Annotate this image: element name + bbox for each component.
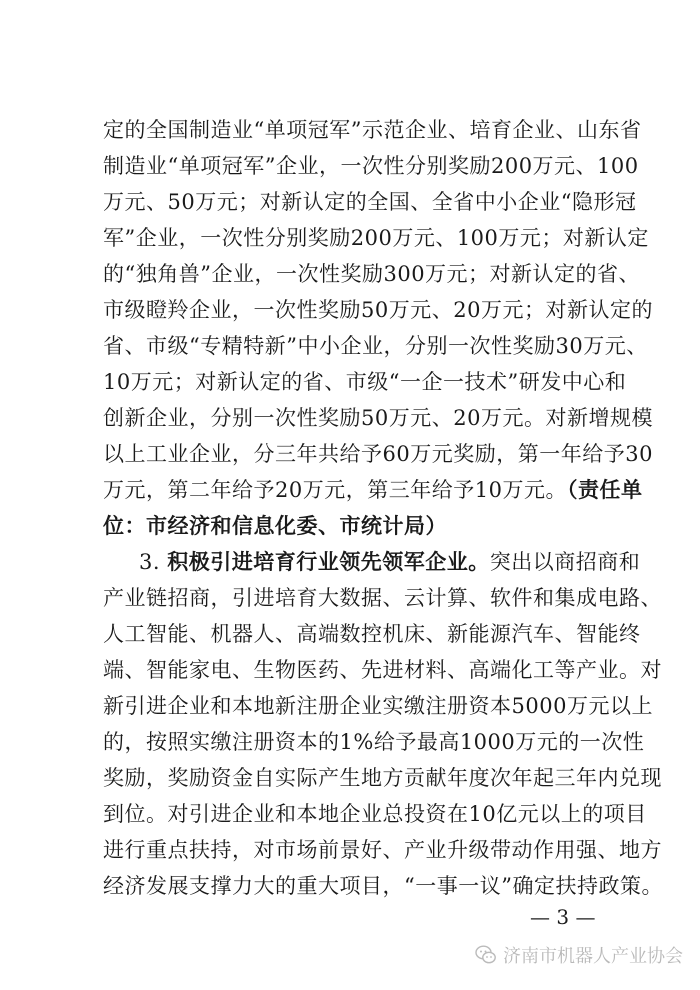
section-number: 3. (139, 550, 161, 574)
text-line: 省、市级“专精特新”中小企业，分别一次性奖励30万元、 (103, 334, 648, 358)
text-line: 定的全国制造业“单项冠军”示范企业、培育企业、山东省 (103, 118, 642, 142)
watermark-text: 济南市机器人产业协会 (503, 946, 683, 967)
text-line: 到位。对引进企业和本地企业总投资在10亿元以上的项目 (103, 802, 647, 826)
text-line: 进行重点扶持，对市场前景好、产业升级带动作用强、地方 (103, 838, 662, 862)
text-line: 奖励，奖励资金自实际产生地方贡献年度次年起三年内兑现 (103, 766, 662, 790)
text-line: 以上工业企业，分三年共给予60万元奖励，第一年给予30 (103, 442, 653, 466)
text-line: 端、智能家电、生物医药、先进材料、高端化工等产业。对 (103, 658, 662, 682)
section-title: 积极引进培育行业领先领军企业。 (167, 550, 490, 574)
text-line (103, 477, 642, 503)
watermark (475, 942, 683, 968)
text-line: 人工智能、机器人、高端数控机床、新能源汽车、智能终 (103, 622, 641, 646)
text-line: 市级瞪羚企业，一次性奖励50万元、20万元；对新认定的 (103, 298, 653, 322)
wechat-icon (475, 944, 497, 966)
text-segment: 万元，第二年给予20万元，第三年给予10万元。 (103, 478, 567, 502)
text-line: 经济发展支撑力大的重大项目，“一事一议”确定扶持政策。 (103, 874, 663, 898)
text-line: 制造业“单项冠军”企业，一次性分别奖励200万元、100 (103, 154, 639, 178)
text-line: 10万元；对新认定的省、市级“一企一技术”研发中心和 (103, 370, 627, 394)
text-line: 创新企业，分别一次性奖励50万元、20万元。对新增规模 (103, 406, 653, 430)
text-line: 的“独角兽”企业，一次性奖励300万元；对新认定的省、 (103, 262, 641, 286)
text-line: 新引进企业和本地新注册企业实缴注册资本5000万元以上 (103, 694, 653, 718)
responsibility-label: （责任单 (566, 478, 643, 502)
text-line: 万元、50万元；对新认定的全国、全省中小企业“隐形冠 (103, 190, 637, 214)
page-number: — 3 — (530, 905, 596, 929)
section-heading-line (139, 549, 640, 575)
text-line: 的，按照实缴注册资本的1%给予最高1000万元的一次性 (103, 730, 645, 754)
text-line: 产业链招商，引进培育大数据、云计算、软件和集成电路、 (103, 586, 662, 610)
responsibility-units: 位：市经济和信息化委、市统计局） (103, 514, 447, 538)
text-segment: 突出以商招商和 (489, 550, 641, 574)
text-line: 军”企业，一次性分别奖励200万元、100万元；对新认定 (103, 226, 649, 250)
